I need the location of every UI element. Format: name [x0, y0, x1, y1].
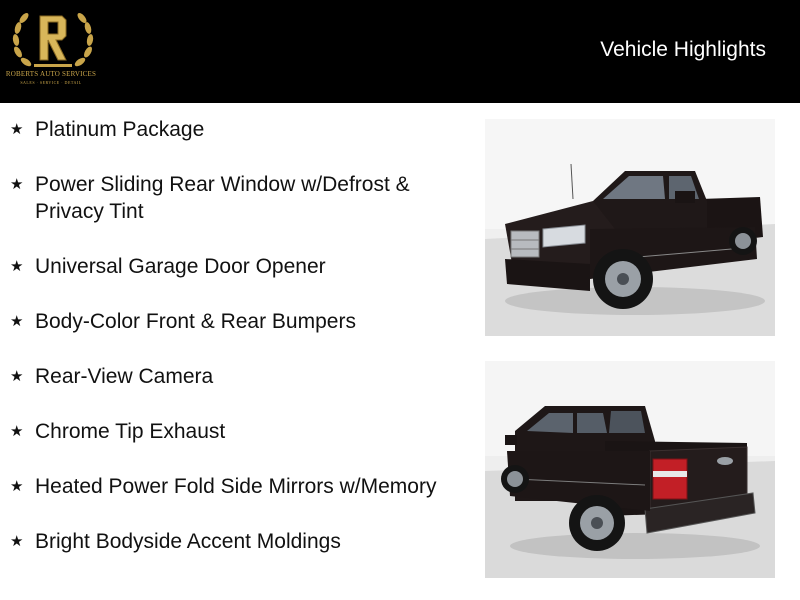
truck-rear-photo [485, 361, 775, 578]
highlight-text: Chrome Tip Exhaust [35, 420, 226, 443]
list-item [10, 116, 460, 143]
list-item [10, 363, 460, 390]
page-title: Vehicle Highlights [600, 38, 766, 61]
star-icon: ★ [10, 533, 24, 550]
list-item [10, 418, 460, 445]
list-item [10, 473, 460, 500]
star-icon: ★ [10, 423, 24, 440]
highlight-text: Bright Bodyside Accent Moldings [35, 530, 341, 553]
highlight-text: Universal Garage Door Opener [35, 255, 326, 278]
list-item [10, 308, 460, 335]
highlight-text: Platinum Package [35, 118, 205, 141]
highlight-text: Rear-View Camera [35, 365, 214, 388]
star-icon: ★ [10, 368, 24, 385]
highlight-text: Heated Power Fold Side Mirrors w/Memory [35, 475, 437, 498]
highlight-text: Power Sliding Rear Window w/Defrost & Privacy Tint [35, 173, 410, 223]
list-item [10, 171, 460, 225]
list-item [10, 528, 460, 555]
star-icon: ★ [10, 121, 24, 138]
truck-front-photo [485, 119, 775, 336]
logo-tagline: SALES · SERVICE · DETAIL [20, 80, 82, 85]
logo-company-name: ROBERTS AUTO SERVICES [5, 70, 97, 78]
highlights-list [10, 116, 460, 583]
star-icon: ★ [10, 478, 24, 495]
header-bar [0, 0, 800, 103]
star-icon: ★ [10, 176, 24, 193]
star-icon: ★ [10, 258, 24, 275]
highlight-text: Body-Color Front & Rear Bumpers [35, 310, 356, 333]
star-icon: ★ [10, 313, 24, 330]
list-item [10, 253, 460, 280]
